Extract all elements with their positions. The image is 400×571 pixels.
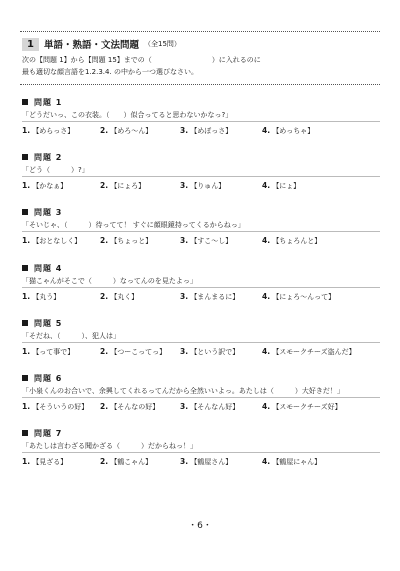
option-3[interactable]: 3. 【りゅん】	[180, 181, 226, 190]
question-sentence: 「どうだいっ、この衣装。（ ）似合ってると思わないかなっ?」	[22, 110, 380, 122]
question-bullet-icon	[22, 320, 28, 326]
question-bullet-icon	[22, 375, 28, 381]
section-number: 1	[22, 38, 39, 51]
option-3[interactable]: 3. 【まんまるに】	[180, 292, 240, 301]
question-options	[22, 180, 380, 191]
option-3[interactable]: 3. 【めぼっさ】	[180, 126, 233, 135]
question-label: 問題 4	[34, 263, 63, 273]
question-7	[22, 428, 380, 467]
option-2[interactable]: 2. 【ちょっと】	[100, 236, 153, 245]
question-options	[22, 125, 380, 136]
question-bullet-icon	[22, 99, 28, 105]
option-3[interactable]: 3. 【そんなん好】	[180, 402, 240, 411]
option-3[interactable]: 3. 【鶴屋さん】	[180, 457, 233, 466]
option-1[interactable]: 1. 【おとなしく】	[22, 236, 82, 245]
question-options	[22, 456, 380, 467]
question-bullet-icon	[22, 430, 28, 436]
option-2[interactable]: 2. 【めろ〜ん】	[100, 126, 153, 135]
option-2[interactable]: 2. 【そんなの好】	[100, 402, 160, 411]
question-sentence: 「そだね、（ ）、犯人は」	[22, 331, 380, 343]
instructions-text-b: ）に入れるのに	[211, 56, 261, 64]
question-1	[22, 97, 380, 136]
section-title: 単語・熟語・文法問題	[43, 40, 139, 51]
top-divider	[20, 31, 380, 32]
option-4[interactable]: 4. 【にょろ〜んって】	[262, 292, 336, 301]
page-number: ・6・	[188, 521, 212, 531]
instructions-line-2: 最も適切な顔言語を1.2.3.4. の中から一つ選びなさい。	[22, 68, 198, 76]
option-2[interactable]: 2. 【つーこってっ】	[100, 347, 167, 356]
question-4	[22, 263, 380, 302]
option-2[interactable]: 2. 【鶴こゃん】	[100, 457, 153, 466]
option-1[interactable]: 1. 【めらっさ】	[22, 126, 75, 135]
question-options	[22, 235, 380, 246]
question-3	[22, 207, 380, 246]
question-sentence: 「小泉くんのお合いで、余興してくれるってんだから全然いいよっ。あたしは（ ）大好きだ！」	[22, 386, 380, 398]
question-label: 問題 7	[34, 428, 63, 438]
question-sentence: 「猫こゃんがそこで（ ）なってんのを見たよっ」	[22, 276, 380, 288]
option-4[interactable]: 4. 【スモークチーズ好】	[262, 402, 342, 411]
option-4[interactable]: 4. 【めっちゃ】	[262, 126, 315, 135]
question-sentence: 「あたしは言わざる聞かざる（ ）だからねっ！」	[22, 441, 380, 453]
question-label: 問題 6	[34, 373, 63, 383]
question-5	[22, 318, 380, 357]
option-2[interactable]: 2. 【丸く】	[100, 292, 139, 301]
question-options	[22, 346, 380, 357]
instructions-text-a: 次の【問題 1】から【問題 15】までの（	[22, 56, 152, 64]
instructions-divider	[20, 84, 380, 85]
question-label: 問題 5	[34, 318, 63, 328]
option-1[interactable]: 1. 【そういうの好】	[22, 402, 89, 411]
question-bullet-icon	[22, 209, 28, 215]
option-1[interactable]: 1. 【丸う】	[22, 292, 61, 301]
option-1[interactable]: 1. 【って事で】	[22, 347, 75, 356]
question-options	[22, 401, 380, 412]
option-3[interactable]: 3. 【という訳で】	[180, 347, 240, 356]
question-label: 問題 1	[34, 97, 63, 107]
question-sentence: 「どう（ ）?」	[22, 165, 380, 177]
option-3[interactable]: 3. 【すこ〜し】	[180, 236, 233, 245]
option-4[interactable]: 4. 【鶴屋にゃん】	[262, 457, 322, 466]
question-6	[22, 373, 380, 412]
section-count: （全15問）	[143, 40, 181, 48]
question-bullet-icon	[22, 154, 28, 160]
question-label: 問題 2	[34, 152, 63, 162]
question-sentence: 「そいじゃ、（ ）待ってて！ すぐに顔眼鏡持ってくるからねっ」	[22, 220, 380, 232]
option-4[interactable]: 4. 【スモークチーズ盗んだ】	[262, 347, 356, 356]
option-4[interactable]: 4. 【ちょろんと】	[262, 236, 322, 245]
question-2	[22, 152, 380, 191]
section-header	[22, 37, 181, 51]
instructions-line-1	[22, 55, 261, 65]
question-bullet-icon	[22, 265, 28, 271]
option-4[interactable]: 4. 【にょ】	[262, 181, 301, 190]
option-2[interactable]: 2. 【にょろ】	[100, 181, 146, 190]
question-options	[22, 291, 380, 302]
option-1[interactable]: 1. 【かなぁ】	[22, 181, 68, 190]
question-label: 問題 3	[34, 207, 63, 217]
option-1[interactable]: 1. 【見ざる】	[22, 457, 68, 466]
